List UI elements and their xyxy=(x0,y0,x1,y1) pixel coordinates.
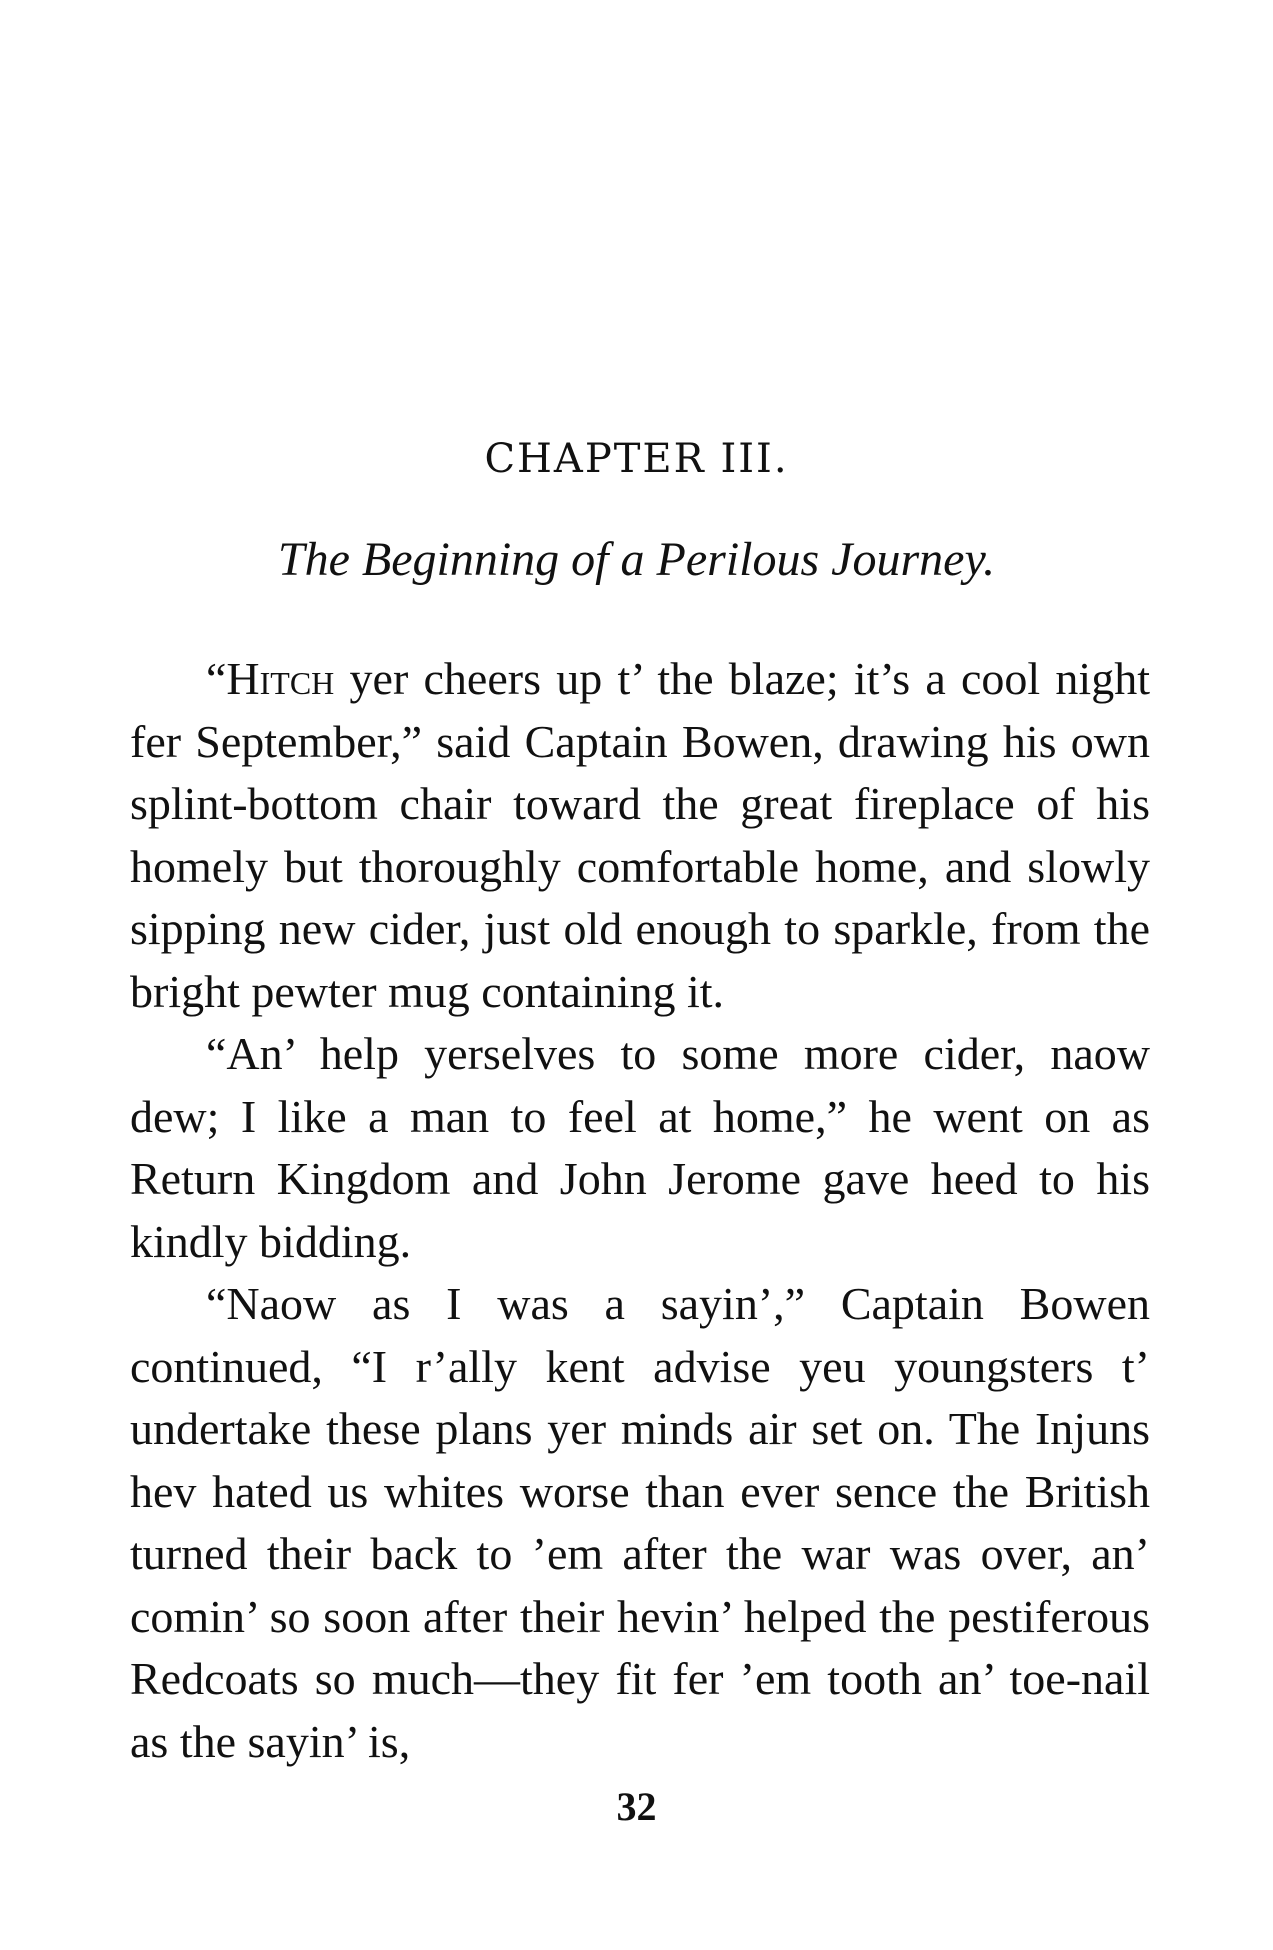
page-number: 32 xyxy=(616,1784,657,1829)
chapter-subtitle: The Beginning of a Perilous Journey. xyxy=(277,533,996,586)
chapter-heading: CHAPTER III. xyxy=(484,436,789,482)
paragraph-lead: “Hitch xyxy=(206,653,335,704)
paragraph-1 xyxy=(130,648,1150,1023)
body-text xyxy=(130,648,1150,1773)
paragraph-text: yer cheers up t’ the blaze; it’s a cool night fer September,” said Captain Bowen, drawing his own splint-bottom chair toward the great fireplace of his homely but thoroughly comfortable home, and slowly sipping new cider, just old enough to sparkle, from the bright pewter mug containing it. xyxy=(130,653,1150,1017)
paragraph-3: “Naow as I was a sayin’,” Captain Bowen continued, “I r’ally kent advise yeu youngsters t’ undertake these plans yer minds air set on. The Injuns hev hated us whites worse than ever sence the British turned their back to ’em after the war was over, an’ comin’ so soon after their hevin’ helped the pestiferous Redcoats so much—they fit fer ’em tooth an’ toe-nail as the sayin’ is, xyxy=(130,1278,1150,1767)
paragraph-2: “An’ help yerselves to some more cider, naow dew; I like a man to feel at home,” he went on as Return Kingdom and John Jerome gave heed to his kindly bidding. xyxy=(130,1028,1150,1267)
